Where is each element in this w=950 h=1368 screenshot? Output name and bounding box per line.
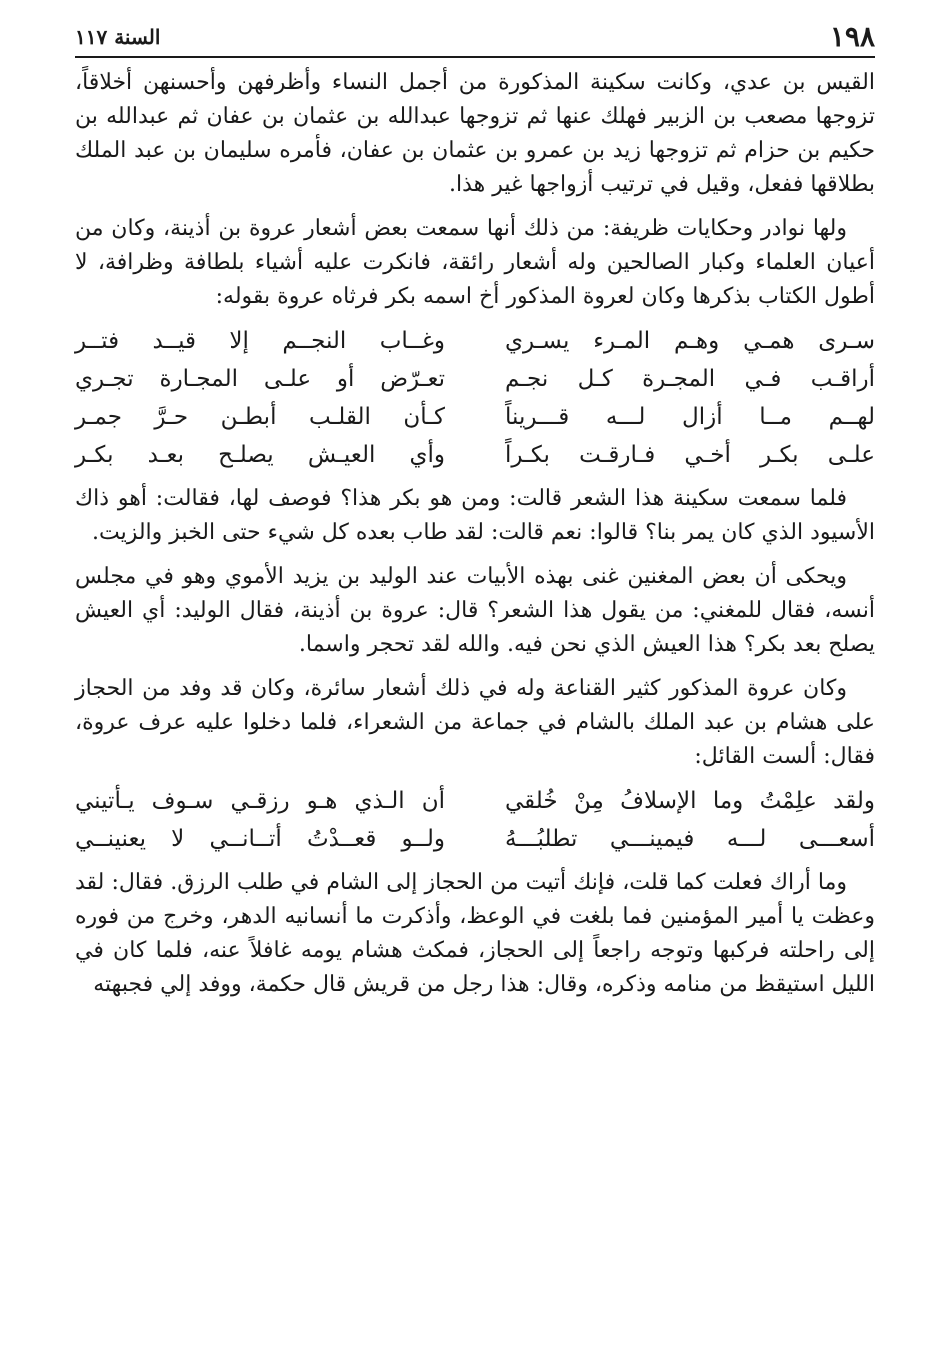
poem-verse (75, 398, 875, 436)
hemistich-first: أراقـب فـي المجـرة كـل نجـم (505, 366, 875, 392)
poem-verse (75, 820, 875, 858)
paragraph: القيس بن عدي، وكانت سكينة المذكورة من أجمل النساء وأظرفهن وأحسنهن أخلاقاً، تزوجها مصعب بن الزبير فهلك عنها ثم تزوجها عبدالله بن عثمان بن عفان ثم عبدالله بن حكيم بن حزام ثم تزوجها زيد بن عمرو بن عثمان بن عفان، فأمره سليمان بن عبد الملك بطلاقها ففعل، وقيل في ترتيب أزواجها غير هذا. (75, 70, 875, 197)
paragraph: فلما سمعت سكينة هذا الشعر قالت: ومن هو بكر هذا؟ فوصف لها، فقالت: أهو ذاك الأسيود الذي كان يمر بنا؟ قالوا: نعم قالت: لقد طاب بعده كل شيء حتى الخبز والزيت. (75, 486, 875, 545)
book-page (75, 18, 875, 1008)
paragraph: ويحكى أن بعض المغنين غنى بهذه الأبيات عند الوليد بن يزيد الأموي وهو في مجلس أنسه، فقال للمغني: من يقول هذا الشعر؟ قال: عروة بن أذينة، فقال الوليد: أي العيش يصلح بعد بكر؟ هذا العيش الذي نحن فيه. والله لقد تحجر واسما. (75, 564, 875, 657)
hemistich-first: أسعـــى لـــه فيمينـــي تطلبُـــهُ (505, 826, 875, 852)
poem-verse (75, 436, 875, 474)
paragraph: وكان عروة المذكور كثير القناعة وله في ذلك أشعار سائرة، وكان قد وفد من الحجاز على هشام بن عبد الملك بالشام في جماعة من الشعراء، فلما دخلوا عليه عرف عروة، فقال: ألست القائل: (75, 676, 875, 769)
paragraph: ولها نوادر وحكايات ظريفة: من ذلك أنها سمعت بعض أشعار عروة بن أذينة، وكان من أعيان العلماء وكبار الصالحين وله أشعار رائقة، فانكرت عليه أشياء بلطافة وظرافة، لا أطول الكتاب بذكرها وكان لعروة المذكور أخ اسمه بكر فرثاه عروة بقوله: (75, 216, 875, 309)
hemistich-second: تعـرّض أو علـى المجـارة تجـري (75, 366, 445, 392)
poem-verse (75, 360, 875, 398)
page-header (75, 18, 875, 58)
poem-contentment (75, 782, 875, 858)
running-head: السنة ١١٧ (75, 25, 161, 49)
hemistich-second: ولــو قعــدْتُ أتــانــي لا يعنينــي (75, 826, 445, 852)
hemistich-second: وغــاب النجــم إلا قيــد فتــر (75, 328, 445, 354)
hemistich-first: سـرى همـي وهـم المـرء يسـري (505, 328, 875, 354)
poem-verse (75, 782, 875, 820)
poem-verse (75, 322, 875, 360)
hemistich-second: كـأن القلـب أبطـن حـرَّ جمـر (75, 404, 445, 430)
page-number: ١٩٨ (829, 20, 875, 53)
hemistich-first: علـى بكـر أخـي فـارقـت بكـراً (505, 442, 875, 468)
hemistich-second: أن الـذي هـو رزقـي سـوف يـأتيني (75, 788, 445, 814)
poem-elegy (75, 322, 875, 474)
hemistich-second: وأي العيـش يصلـح بعـد بكـر (75, 442, 445, 468)
hemistich-first: لهــم مــا أزال لـــه قـــريناً (505, 404, 875, 430)
paragraph: وما أراك فعلت كما قلت، فإنك أتيت من الحجاز إلى الشام في طلب الرزق. فقال: لقد وعظت يا أمير المؤمنين فما بلغت في الوعظ، وأذكرت ما أنسانيه الدهر، وخرج من فوره إلى راحلته فركبها وتوجه راجعاً إلى الحجاز، فمكث هشام يومه غافلاً عنه، فلما كان في الليل استيقظ من منامه وذكره، وقال: هذا رجل من قريش قال حكمة، ووفد إلي فجبهته (75, 870, 875, 997)
hemistich-first: ولقد علِمْتُ وما الإسلافُ مِنْ خُلقي (505, 788, 875, 814)
